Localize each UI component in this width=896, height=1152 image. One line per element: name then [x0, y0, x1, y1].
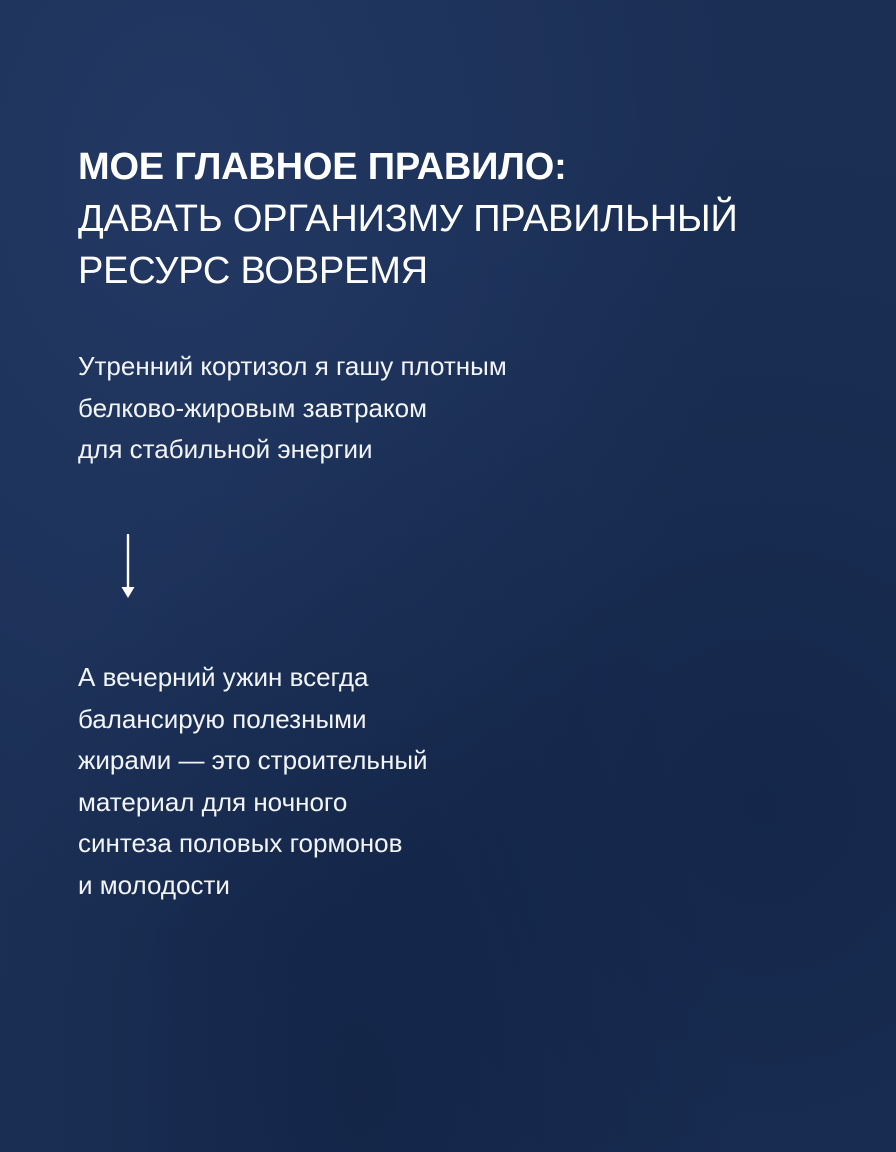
- evening-line: и молодости: [78, 869, 230, 900]
- morning-line: Утренний кортизол я гашу плотным: [78, 351, 507, 381]
- title-line-1: МОЕ ГЛАВНОЕ ПРАВИЛО:: [78, 146, 567, 188]
- evening-line: балансирую полезными: [78, 703, 367, 734]
- evening-paragraph: [78, 657, 428, 906]
- evening-line: материал для ночного: [78, 786, 348, 817]
- evening-line: А вечерний ужин всегда: [78, 662, 369, 692]
- morning-line: белково-жировым завтраком: [78, 392, 428, 423]
- page-title: [78, 141, 858, 297]
- arrow-down-icon: [118, 534, 138, 600]
- evening-line: синтеза половых гормонов: [78, 828, 403, 858]
- morning-paragraph: [78, 346, 507, 471]
- title-line-2: ДАВАТЬ ОРГАНИЗМУ ПРАВИЛЬНЫЙ: [78, 198, 738, 240]
- morning-line: для стабильной энергии: [78, 434, 373, 464]
- evening-line: жирами — это строительный: [78, 745, 428, 775]
- title-line-3: РЕСУРС ВОВРЕМЯ: [78, 250, 428, 292]
